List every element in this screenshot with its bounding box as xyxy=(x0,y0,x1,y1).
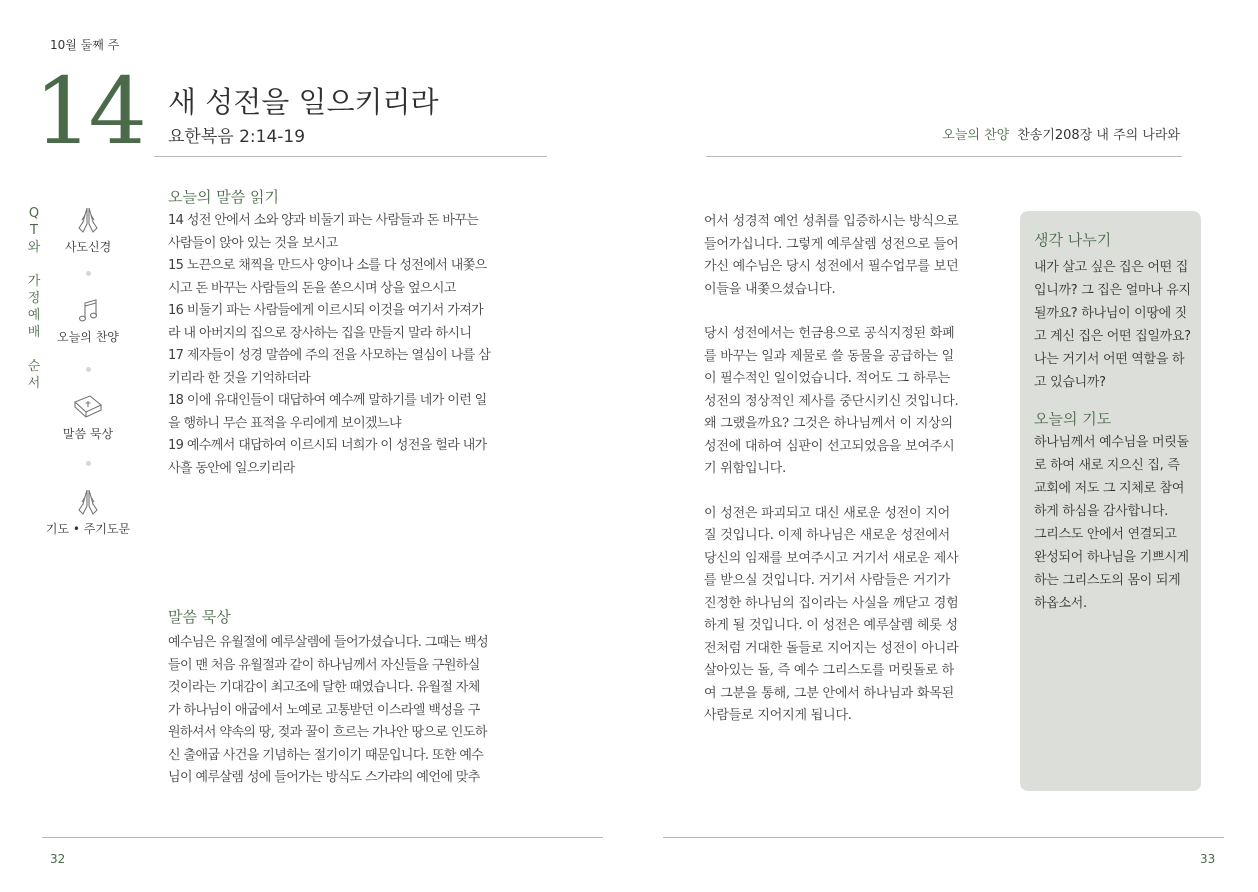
hymn-title: 찬송기208장 내 주의 나라와 xyxy=(1017,128,1180,143)
paragraph: 이 성전은 파괴되고 대신 새로운 성전이 지어 질 것입니다. 이제 하나님은 새로운 성전에서 당신의 임재를 보여주시고 거기서 새로운 제사 를 받으실 것입니다. 거기서 사람들은 거기가 진정한 하나님의 집이라는 사실을 깨닫고 경험 하게 될 것입니다. 이 성전은 예루살렘 헤롯 성 전처럼 거대한 돌들로 지어지는 성전이 아니라 살아있는 돌, 즉 예수 그리스도를 머릿돌로 하 여 그분을 통해, 그분 안에서 하나님과 화목된 사람들로 지어지게 됩니다. xyxy=(704,505,959,723)
sidebar-item-label: 오늘의 찬양 xyxy=(57,330,119,344)
header-divider-right xyxy=(706,156,1182,157)
paragraph: 어서 성경적 예언 성취를 입증하시는 방식으로 들어가십니다. 그렇게 예루살렘 성전으로 들어 가신 예수님은 당시 성전에서 필수업무를 보던 이들을 내쫓으셨습니다. xyxy=(704,214,959,297)
sharing-heading: 생각 나누기 xyxy=(1034,231,1112,249)
prayer-line: 하게 하심을 감사합니다. xyxy=(1034,504,1169,519)
paragraph: 당시 성전에서는 헌금용으로 공식지정된 화폐 를 바꾸는 일과 제물로 쓸 동물을 공급하는 일 이 필수적인 일이었습니다. 적어도 그 하루는 성전의 정상적인 제사를 중단시키신 것입니다. 왜 그랬을까요? 그것은 하나님께서 이 지상의 성전에 대하여 심판이 선고되었음을 보여주시 기 위함입니다. xyxy=(704,326,959,476)
sidebar-item-label: 사도신경 xyxy=(64,240,112,254)
sharing-line: 고 있습니까? xyxy=(1034,375,1106,390)
prayer-line: 하옵소서. xyxy=(1034,596,1087,611)
sharing-line: 고 계신 집은 어떤 집일까요? xyxy=(1034,329,1191,344)
footer-divider-left xyxy=(42,837,603,838)
sidebar-item-meditation xyxy=(43,393,133,442)
sidebar-item-label: 기도 • 주기도문 xyxy=(45,522,131,536)
verse-line: 18 이에 유대인들이 대답하여 예수께 말하기를 네가 이런 일 xyxy=(168,393,487,408)
meditation-heading: 말씀 묵상 xyxy=(168,608,231,626)
bible-book-icon xyxy=(72,393,104,421)
sidebar-separator-dot xyxy=(86,461,91,466)
page-title: 새 성전을 일으키리라 xyxy=(168,85,439,119)
prayer-line: 교회에 저도 그 지체로 참여 xyxy=(1034,481,1185,496)
praying-hands-icon xyxy=(74,206,102,234)
hymn-label: 오늘의 찬양 xyxy=(942,128,1010,143)
verse-line: 사람들이 앉아 있는 것을 보시고 xyxy=(168,235,338,251)
todays-hymn xyxy=(942,124,1180,143)
meditation-text: 예수님은 유월절에 예루살렘에 들어가셨습니다. 그때는 백성 들이 맨 처음 유월절과 같이 하나님께서 자신들을 구원하실 것이라는 기대감이 최고조에 달한 때였습니다. 유월절 자체 가 하나님이 애굽에서 노예로 고통받던 이스라엘 백성을 구 원하셔서 약속의 땅, 젖과 꿀이 흐르는 가나안 땅으로 인도하 신 출애굽 사건을 기념하는 절기이기 때문입니다. 또한 예수 님이 예루살렘 성에 들어가는 방식도 스가랴의 예언에 맞추 xyxy=(168,635,489,785)
prayer-line: 하는 그리스도의 몸이 되게 xyxy=(1034,573,1181,588)
prayer-line: 완성되어 하나님을 기쁘시게 xyxy=(1034,550,1189,565)
verse-line: 14 성전 안에서 소와 양과 비둘기 파는 사람들과 돈 바꾸는 xyxy=(168,213,479,228)
praying-hands-icon xyxy=(74,488,102,516)
sidebar-separator-dot xyxy=(86,367,91,372)
meditation-continued xyxy=(704,211,1004,728)
reflection-box xyxy=(1020,211,1201,791)
sharing-line: 입니까? 그 집은 얼마나 유지 xyxy=(1034,283,1191,298)
verse-line: 17 제자들이 성경 말씀에 주의 전을 사모하는 열심이 나를 삼 xyxy=(168,348,491,363)
day-number: 14 xyxy=(34,58,144,165)
prayer-line: 하나님께서 예수님을 머릿돌 xyxy=(1034,435,1189,450)
sidebar-item-label: 말씀 묵상 xyxy=(62,427,114,441)
verse-line: 시고 돈 바꾸는 사람들의 돈을 쏟으시며 상을 엎으시고 xyxy=(168,280,456,296)
verse-line: 사흘 동안에 일으키리라 xyxy=(168,460,295,476)
prayer-line: 그리스도 안에서 연결되고 xyxy=(1034,527,1177,542)
verse-line: 라 내 아버지의 집으로 장사하는 집을 만들지 말라 하시니 xyxy=(168,325,472,341)
sidebar-item-todays-hymn xyxy=(43,298,133,345)
scripture-reference: 요한복음 2:14-19 xyxy=(168,127,306,147)
prayer-line: 로 하여 새로 지으신 집, 즉 xyxy=(1034,458,1180,473)
verse-line: 키리라 한 것을 기억하더라 xyxy=(168,370,311,386)
verse-line: 을 행하니 무슨 표적을 우리에게 보이겠느냐 xyxy=(168,415,401,431)
sharing-line: 나는 거기서 어떤 역할을 하 xyxy=(1034,352,1185,367)
reading-heading: 오늘의 말씀 읽기 xyxy=(168,188,279,206)
verse-line: 15 노끈으로 채찍을 만드사 양이나 소를 다 성전에서 내쫓으 xyxy=(168,258,487,273)
footer-divider-right xyxy=(663,837,1224,838)
sidebar-separator-dot xyxy=(86,271,91,276)
sharing-line: 될까요? 하나님이 이땅에 짓 xyxy=(1034,306,1187,321)
music-note-icon xyxy=(77,298,99,324)
sharing-line: 내가 살고 싶은 집은 어떤 집 xyxy=(1034,260,1188,275)
scripture-reading xyxy=(168,210,553,480)
page-number-right: 33 xyxy=(1200,852,1216,866)
verse-line: 16 비둘기 파는 사람들에게 이르시되 이것을 여기서 가져가 xyxy=(168,303,484,318)
week-label: 10월 둘째 주 xyxy=(50,38,120,52)
header-divider-left xyxy=(154,156,547,157)
prayer-heading: 오늘의 기도 xyxy=(1034,410,1112,428)
sidebar-item-prayer xyxy=(43,488,133,537)
sidebar-item-apostles-creed xyxy=(43,206,133,255)
qt-worship-order-label: Q T 와 가 정 예 배 순 서 xyxy=(27,206,41,391)
verse-line: 19 예수께서 대답하여 이르시되 너희가 이 성전을 헐라 내가 xyxy=(168,438,487,453)
page-number-left: 32 xyxy=(50,852,66,866)
